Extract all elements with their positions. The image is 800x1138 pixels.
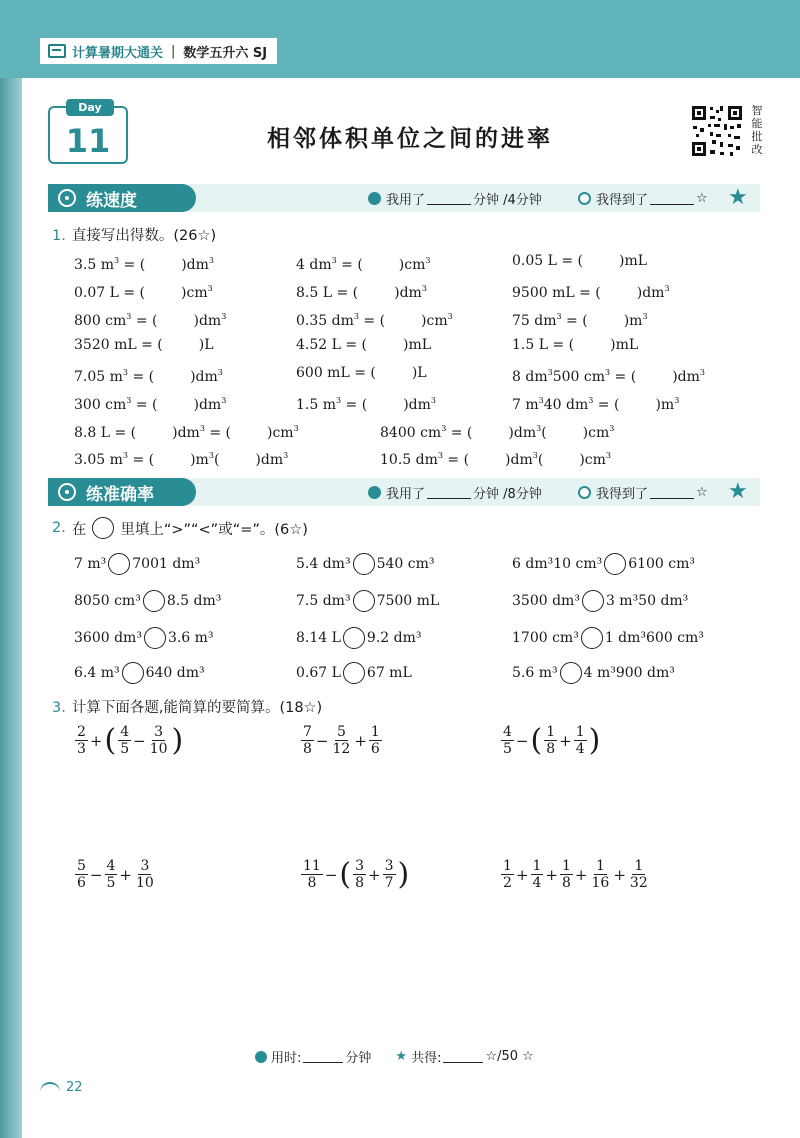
score-got: 我得到了 ☆ bbox=[578, 189, 708, 208]
check-icon bbox=[578, 192, 591, 205]
total-time-blank[interactable] bbox=[303, 1050, 343, 1063]
comparison-item: 6.4 m³ 640 dm³ bbox=[74, 662, 205, 684]
conversion-item: 3.05 $m^3$ = ( )$m^3$( )$dm^3$ bbox=[74, 451, 289, 468]
score-got: 我得到了 ☆ bbox=[578, 483, 708, 502]
conversion-item: 9500 mL = ( )$dm^3$ bbox=[512, 284, 670, 301]
series-title: 计算暑期大通关 bbox=[72, 45, 164, 61]
clock-icon bbox=[368, 486, 381, 499]
section-bar-speed bbox=[48, 184, 760, 212]
fraction: $\frac{5}{12}$ bbox=[332, 724, 351, 757]
fraction: $\frac{3}{10}$ bbox=[136, 858, 154, 891]
compare-circle-input[interactable] bbox=[144, 627, 166, 649]
conversion-item: 0.05 L = ( )mL bbox=[512, 253, 648, 269]
compare-circle-input[interactable] bbox=[581, 627, 603, 649]
time-blank[interactable] bbox=[427, 486, 471, 499]
comparison-item: 7.5 dm³ 7500 mL bbox=[296, 590, 439, 612]
comparison-item: 3500 dm³ 3 m³50 dm³ bbox=[512, 590, 688, 612]
compare-circle-input[interactable] bbox=[343, 627, 365, 649]
conversion-item: 7 $m^340$ $dm^3$ = ( )$m^3$ bbox=[512, 396, 680, 413]
fraction: $\frac{4}{5}$ bbox=[106, 858, 116, 891]
fraction: $\frac{4}{5}$ bbox=[503, 724, 512, 757]
comparison-item: 0.67 L 67 mL bbox=[296, 662, 412, 684]
question-3-heading: 3. 计算下面各题,能简算的要简算。(18☆) bbox=[52, 700, 323, 716]
comparison-item: 5.6 m³ 4 m³900 dm³ bbox=[512, 662, 675, 684]
qr-code-icon[interactable] bbox=[690, 104, 744, 158]
expression-3: $\frac{4}{5}$ − ( $\frac{1}{8}$ + $\frac{1}{4}$ ) bbox=[503, 722, 601, 758]
fraction: $\frac{2}{3}$ bbox=[77, 724, 86, 757]
conversion-item: 8 $dm^3500$ $cm^3$ = ( )$dm^3$ bbox=[512, 368, 705, 385]
day-number: 11 bbox=[65, 122, 111, 160]
fraction: $\frac{1}{8}$ bbox=[562, 858, 571, 891]
comparison-item: 8050 cm³ 8.5 dm³ bbox=[74, 590, 221, 612]
target-icon bbox=[58, 483, 76, 501]
star-icon: ★ bbox=[395, 1049, 408, 1064]
conversion-item: 8.5 L = ( )$dm^3$ bbox=[296, 284, 427, 301]
footer-summary: 用时: 分钟 ★ 共得: ☆/50 ☆ bbox=[255, 1047, 534, 1066]
fraction: $\frac{3}{10}$ bbox=[149, 724, 168, 757]
comparison-item: 5.4 dm³ 540 cm³ bbox=[296, 553, 434, 575]
fraction: $\frac{5}{6}$ bbox=[77, 858, 86, 891]
compare-circle-input[interactable] bbox=[353, 553, 375, 575]
page-title: 相邻体积单位之间的进率 bbox=[267, 126, 553, 152]
section-tab-speed bbox=[48, 184, 196, 212]
sun-icon bbox=[40, 1082, 60, 1094]
fraction: $\frac{1}{8}$ bbox=[546, 724, 556, 757]
conversion-item: 0.07 L = ( )$cm^3$ bbox=[74, 284, 213, 301]
compare-circle-input[interactable] bbox=[604, 553, 626, 575]
compare-circle-input[interactable] bbox=[582, 590, 604, 612]
conversion-item: 4.52 L = ( )mL bbox=[296, 337, 432, 353]
compare-circle-input[interactable] bbox=[343, 662, 365, 684]
conversion-item: 4 $dm^3$ = ( )$cm^3$ bbox=[296, 256, 431, 273]
compare-circle-input[interactable] bbox=[122, 662, 144, 684]
fraction: $\frac{1}{2}$ bbox=[503, 858, 512, 891]
conversion-item: 3.5 $m^3$ = ( )$dm^3$ bbox=[74, 256, 214, 273]
question-2-heading: 2. 在 里填上“>”“<”或“=”。(6☆) bbox=[52, 517, 308, 539]
day-badge bbox=[48, 101, 128, 164]
fraction: $\frac{1}{4}$ bbox=[532, 858, 542, 891]
fraction: $\frac{1}{6}$ bbox=[370, 724, 380, 757]
fraction: $\frac{11}{8}$ bbox=[303, 858, 321, 891]
conversion-item: 8.8 L = ( )$dm^3$ = ( )$cm^3$ bbox=[74, 424, 299, 441]
fraction: $\frac{3}{7}$ bbox=[384, 858, 394, 891]
compare-circle-input[interactable] bbox=[560, 662, 582, 684]
section-bar-accuracy bbox=[48, 478, 760, 506]
score-blank[interactable] bbox=[650, 486, 694, 499]
conversion-item: 8400 $cm^3$ = ( )$dm^3$( )$cm^3$ bbox=[380, 424, 615, 441]
expression-1: $\frac{2}{3}$ + ( $\frac{4}{5}$ − $\frac{3}{10}$ ) bbox=[77, 722, 184, 758]
conversion-item: 600 mL = ( )L bbox=[296, 365, 427, 381]
conversion-item: 0.35 $dm^3$ = ( )$cm^3$ bbox=[296, 312, 453, 329]
conversion-item: 800 $cm^3$ = ( )$dm^3$ bbox=[74, 312, 227, 329]
page-number: 22 bbox=[40, 1080, 83, 1095]
question-1-heading: 1. 直接写出得数。(26☆) bbox=[52, 228, 217, 244]
time-used: 我用了 分钟 /4分钟 bbox=[368, 189, 542, 208]
fraction: $\frac{1}{32}$ bbox=[629, 858, 648, 891]
expression-5: $\frac{11}{8}$ − ( $\frac{3}{8}$ + $\frac{3}{7}$ ) bbox=[303, 856, 410, 892]
check-icon bbox=[578, 486, 591, 499]
compare-circle-input[interactable] bbox=[143, 590, 165, 612]
stopwatch-icon bbox=[58, 189, 76, 207]
expression-2: $\frac{7}{8}$ − $\frac{5}{12}$ + $\frac{1}{6}$ bbox=[303, 724, 380, 757]
section-title: 练准确率 bbox=[86, 484, 154, 505]
time-blank[interactable] bbox=[427, 192, 471, 205]
compare-circle-input[interactable] bbox=[353, 590, 375, 612]
grade-label: 数学五升六 SJ bbox=[183, 45, 268, 61]
compare-circle-icon bbox=[92, 517, 114, 539]
day-label: Day bbox=[66, 99, 114, 116]
fraction: $\frac{1}{4}$ bbox=[575, 724, 585, 757]
section-tab-accuracy bbox=[48, 478, 196, 506]
comparison-item: 7 m³ 7001 dm³ bbox=[74, 553, 200, 575]
conversion-item: 300 $cm^3$ = ( )$dm^3$ bbox=[74, 396, 227, 413]
left-rail bbox=[0, 78, 22, 1138]
comparison-item: 3600 dm³ 3.6 m³ bbox=[74, 627, 214, 649]
conversion-item: 3520 mL = ( )L bbox=[74, 337, 214, 353]
conversion-item: 10.5 $dm^3$ = ( )$dm^3$( )$cm^3$ bbox=[380, 451, 611, 468]
expression-6: $\frac{1}{2}$ + $\frac{1}{4}$ + $\frac{1}{8}$ + $\frac{1}{16}$ + $\frac{1}{32}$ bbox=[503, 858, 648, 891]
clock-icon bbox=[255, 1051, 267, 1063]
time-used: 我用了 分钟 /8分钟 bbox=[368, 483, 542, 502]
clock-icon bbox=[368, 192, 381, 205]
compare-circle-input[interactable] bbox=[108, 553, 130, 575]
comparison-item: 1700 cm³ 1 dm³600 cm³ bbox=[512, 627, 704, 649]
comparison-item: 8.14 L 9.2 dm³ bbox=[296, 627, 422, 649]
book-icon bbox=[48, 44, 66, 58]
smart-check-label: 智 能 批 改 bbox=[751, 104, 763, 156]
fraction: $\frac{7}{8}$ bbox=[303, 724, 312, 757]
fraction: $\frac{4}{5}$ bbox=[120, 724, 130, 757]
comparison-item: 6 dm³10 cm³ 6100 cm³ bbox=[512, 553, 695, 575]
separator: | bbox=[171, 43, 176, 59]
fraction: $\frac{3}{8}$ bbox=[355, 858, 365, 891]
book-series-tab bbox=[40, 38, 277, 64]
conversion-item: 1.5 $m^3$ = ( )$dm^3$ bbox=[296, 396, 436, 413]
fraction: $\frac{1}{16}$ bbox=[591, 858, 610, 891]
star-decoration-icon: ★ bbox=[728, 185, 748, 210]
total-score-blank[interactable] bbox=[443, 1050, 483, 1063]
star-decoration-icon: ★ bbox=[728, 479, 748, 504]
score-blank[interactable] bbox=[650, 192, 694, 205]
expression-4: $\frac{5}{6}$ − $\frac{4}{5}$ + $\frac{3}{10}$ bbox=[77, 858, 154, 891]
conversion-item: 1.5 L = ( )mL bbox=[512, 337, 639, 353]
conversion-item: 75 $dm^3$ = ( )$m^3$ bbox=[512, 312, 648, 329]
section-title: 练速度 bbox=[86, 190, 137, 211]
conversion-item: 7.05 $m^3$ = ( )$dm^3$ bbox=[74, 368, 223, 385]
